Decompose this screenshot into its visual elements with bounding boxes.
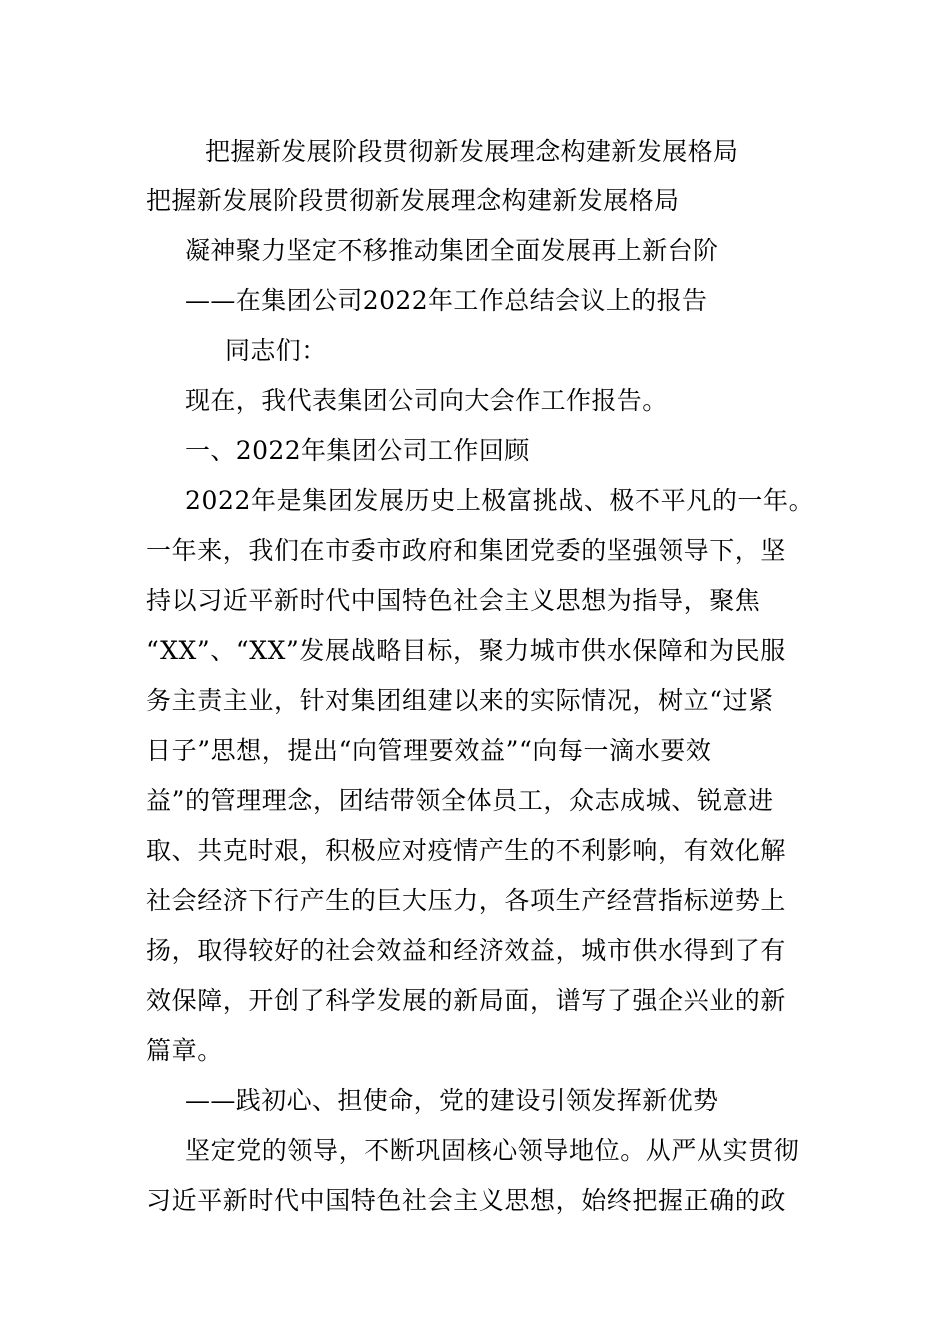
- subsection-heading: ——践初心、担使命，党的建设引领发挥新优势: [185, 1086, 719, 1115]
- salutation: 同志们：: [225, 336, 327, 365]
- document-byline: ——在集团公司2022年工作总结会议上的报告: [185, 286, 708, 315]
- paragraph-line: 持以习近平新时代中国特色社会主义思想为指导，聚焦: [146, 586, 761, 615]
- paragraph-line: 效保障，开创了科学发展的新局面，谱写了强企兴业的新: [146, 986, 787, 1015]
- paragraph-line: 益”的管理理念，团结带领全体员工，众志成城、锐意进: [146, 786, 774, 815]
- paragraph-line: 一年来，我们在市委市政府和集团党委的坚强领导下，坚: [146, 536, 787, 565]
- document-title-repeat: 把握新发展阶段贯彻新发展理念构建新发展格局: [146, 186, 680, 215]
- paragraph-line: 取、共克时艰，积极应对疫情产生的不利影响，有效化解: [146, 836, 787, 865]
- paragraph-line: “XX”、“XX”发展战略目标，聚力城市供水保障和为民服: [146, 636, 786, 665]
- paragraph-line: 坚定党的领导，不断巩固核心领导地位。从严从实贯彻: [185, 1136, 800, 1165]
- paragraph-line: 篇章。: [146, 1036, 223, 1065]
- paragraph-line: 2022年是集团发展历史上极富挑战、极不平凡的一年。: [185, 486, 815, 515]
- intro-paragraph: 现在，我代表集团公司向大会作工作报告。: [185, 386, 668, 415]
- paragraph-line: 习近平新时代中国特色社会主义思想，始终把握正确的政: [146, 1186, 787, 1215]
- paragraph-line: 务主责主业，针对集团组建以来的实际情况，树立“过紧: [146, 686, 774, 715]
- document-title: 把握新发展阶段贯彻新发展理念构建新发展格局: [205, 137, 739, 166]
- document-subtitle: 凝神聚力坚定不移推动集团全面发展再上新台阶: [185, 236, 719, 265]
- paragraph-line: 扬，取得较好的社会效益和经济效益，城市供水得到了有: [146, 936, 787, 965]
- section-heading: 一、2022年集团公司工作回顾: [185, 436, 530, 465]
- paragraph-line: 日子”思想，提出“向管理要效益”“向每一滴水要效: [146, 736, 712, 765]
- paragraph-line: 社会经济下行产生的巨大压力，各项生产经营指标逆势上: [146, 886, 787, 915]
